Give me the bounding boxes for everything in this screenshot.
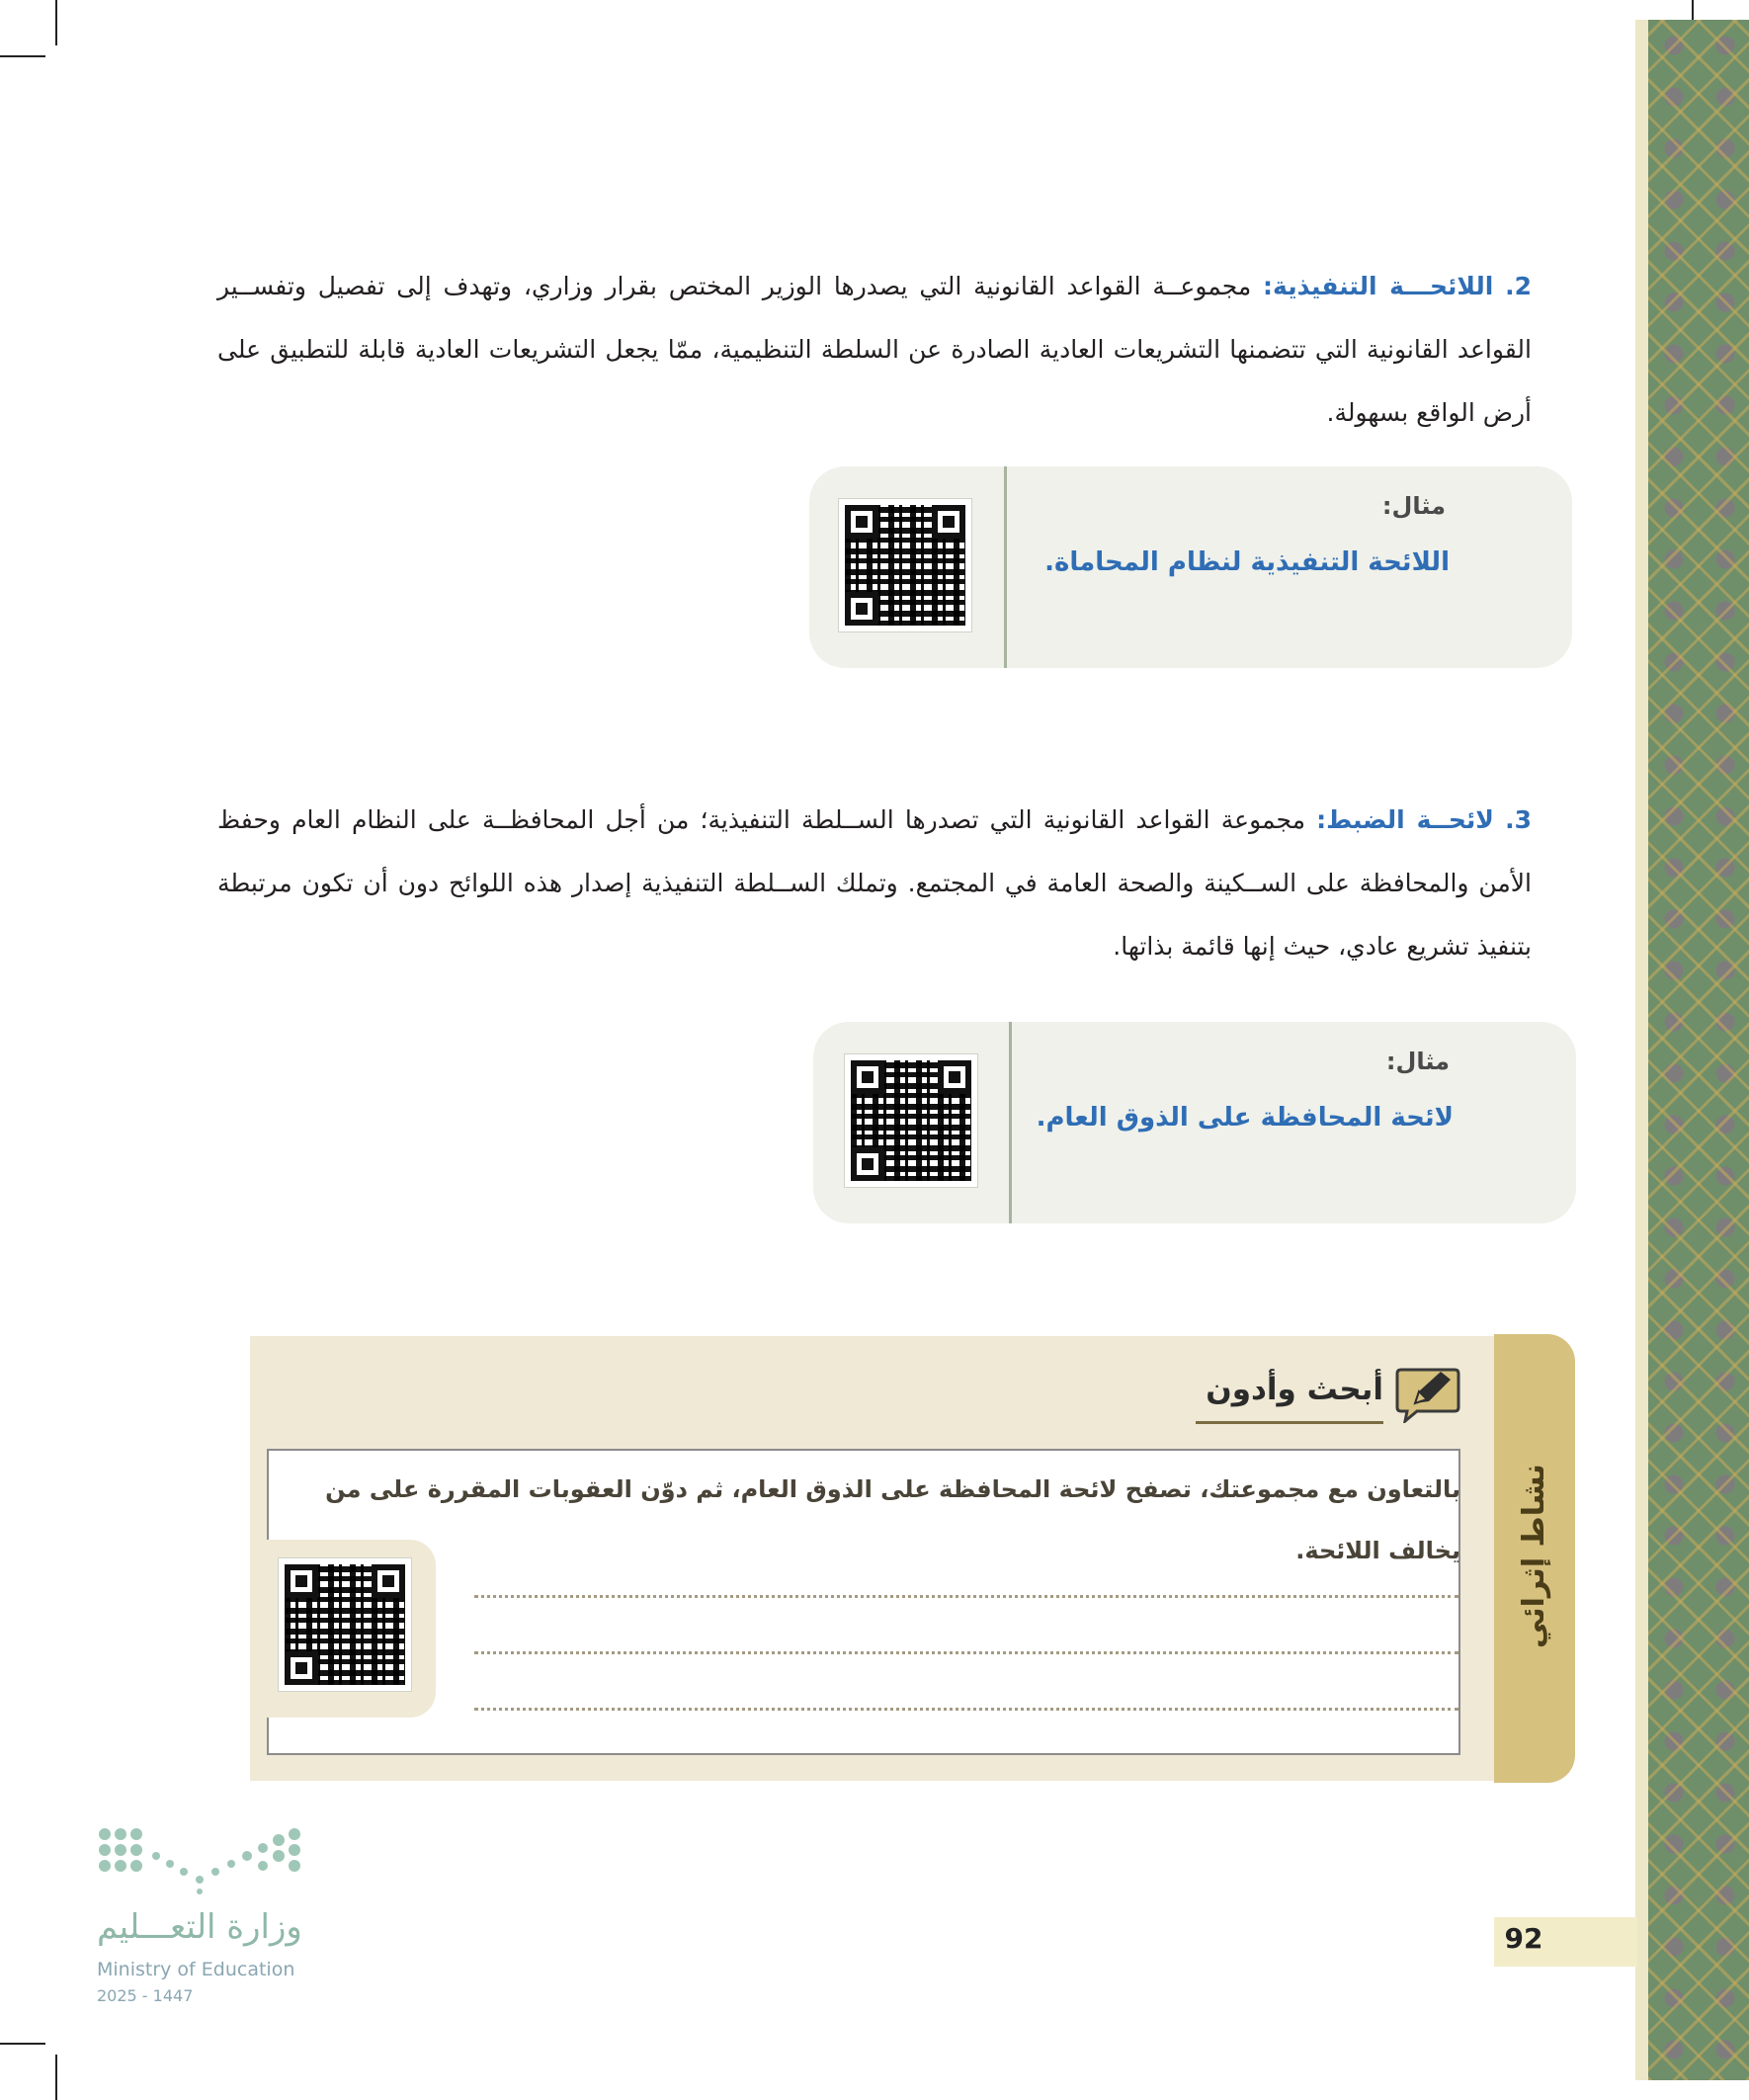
qr-finder: [285, 1564, 318, 1598]
qr-code[interactable]: [838, 498, 972, 632]
qr-finder: [851, 1147, 884, 1181]
answer-line[interactable]: [474, 1651, 1458, 1654]
example-divider: [1004, 466, 1007, 668]
qr-finder: [372, 1564, 405, 1598]
crop-mark: [55, 0, 57, 45]
ministry-name-english: Ministry of Education: [97, 1959, 295, 1980]
qr-finder: [851, 1060, 884, 1094]
decorative-pattern-border: [1648, 20, 1749, 2080]
section-2-body: مجموعــة القواعد القانونية التي يصدرها الوزير المختص بقرار وزاري، وتهدف إلى تفصيل وتفســير القواعد القانونية التي تتضمنها التشريعات العادية الصادرة عن السلطة التنظيمية، ممّا يجعل التشريعات العادية قابلة للتطبيق على أرض الواقع بسهولة.: [217, 272, 1532, 427]
qr-finder: [845, 592, 878, 626]
section-3-number: 3.: [1505, 805, 1533, 834]
example-text: اللائحة التنفيذية لنظام المحاماة.: [1044, 547, 1450, 577]
qr-pattern: [285, 1564, 405, 1685]
example-box-2: [813, 1022, 1576, 1223]
qr-finder: [938, 1060, 971, 1094]
example-label: مثال:: [1385, 1048, 1450, 1075]
example-text: لائحة المحافظة على الذوق العام.: [1036, 1103, 1454, 1133]
section-3-title: لائحــة الضبط:: [1316, 805, 1494, 834]
section-3-paragraph: [217, 789, 1532, 978]
example-label: مثال:: [1381, 492, 1446, 520]
qr-pattern: [851, 1060, 971, 1181]
answer-line[interactable]: [474, 1708, 1458, 1711]
heading-underline: [1196, 1421, 1383, 1424]
qr-pattern: [845, 505, 965, 626]
crop-mark: [0, 2043, 45, 2045]
activity-heading: أبحث وأدون: [1206, 1372, 1383, 1407]
qr-finder: [932, 505, 965, 539]
qr-code[interactable]: [278, 1557, 412, 1692]
ministry-name-arabic: وزارة التعـــليم: [97, 1907, 302, 1947]
section-2-paragraph: [217, 255, 1532, 445]
ministry-logo-icon: [97, 1826, 308, 1895]
crop-mark: [55, 2055, 57, 2100]
section-2-number: 2.: [1505, 272, 1532, 300]
example-divider: [1009, 1022, 1012, 1223]
page-number: 92: [1504, 1922, 1543, 1955]
activity-prompt: بالتعاون مع مجموعتك، تصفح لائحة المحافظة على الذوق العام، ثم دوّن العقوبات المقررة على من يخالف اللائحة.: [325, 1475, 1460, 1564]
example-box-1: [809, 466, 1572, 668]
section-3-body: مجموعة القواعد القانونية التي تصدرها الســلطة التنفيذية؛ من أجل المحافظــة على النظام العام وحفظ الأمن والمحافظة على الســكينة والصحة العامة في المجتمع. وتملك الســلطة التنفيذية إصدار هذه اللوائح دون أن تكون مرتبطة بتنفيذ تشريع عادي، حيث إنها قائمة بذاتها.: [217, 805, 1532, 961]
ministry-year: 2025 - 1447: [97, 1986, 194, 2005]
crop-mark: [0, 55, 45, 57]
border-edge: [1635, 20, 1648, 2080]
answer-line[interactable]: [474, 1595, 1458, 1598]
qr-finder: [845, 505, 878, 539]
activity-side-label: نشاط إثرائي: [1517, 1464, 1551, 1649]
qr-finder: [285, 1651, 318, 1685]
qr-code[interactable]: [844, 1053, 978, 1188]
pen-speech-icon: [1393, 1364, 1462, 1423]
section-2-title: اللائحـــة التنفيذية:: [1263, 272, 1494, 300]
